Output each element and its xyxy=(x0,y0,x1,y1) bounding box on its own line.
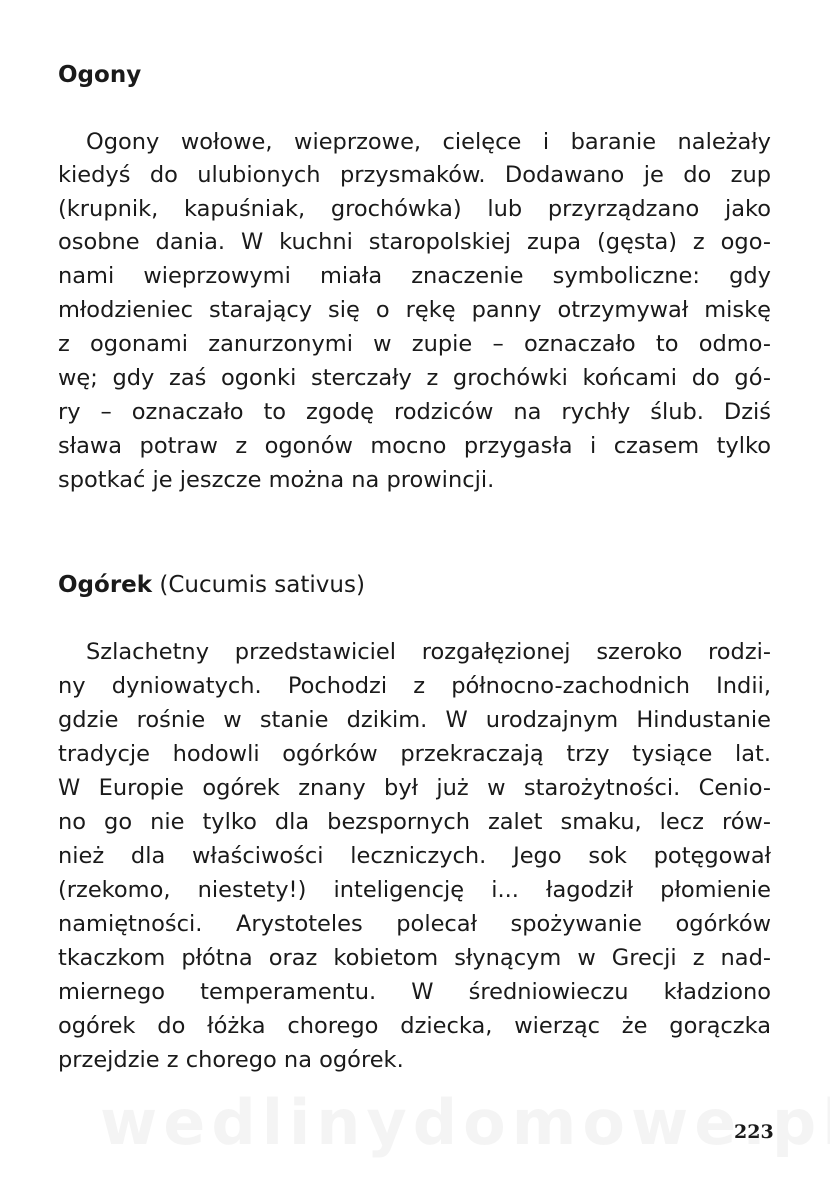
paragraph-line: (rzekomo, niestety!) inteligencję i... łagodził płomienie xyxy=(58,877,771,903)
section-heading-ogorek xyxy=(58,574,365,597)
paragraph-line: Ogony wołowe, wieprzowe, cielęce i baranie należały xyxy=(86,129,771,155)
paragraph-line: tradycje hodowli ogórków przekraczają trzy tysiące lat. xyxy=(58,741,771,767)
paragraph-line: nież dla właściwości leczniczych. Jego sok potęgował xyxy=(58,843,771,869)
paragraph-line: przejdzie z chorego na ogórek. xyxy=(58,1047,404,1073)
paragraph-line: ry – oznaczało to zgodę rodziców na rychły ślub. Dziś xyxy=(58,399,771,425)
section-heading-ogony xyxy=(58,64,141,87)
paragraph-line: miernego temperamentu. W średniowieczu kładziono xyxy=(58,979,771,1005)
paragraph-line: z ogonami zanurzonymi w zupie – oznaczało to odmo- xyxy=(58,331,771,357)
section-title: Ogony xyxy=(58,62,142,88)
paragraph-line: osobne dania. W kuchni staropolskiej zupa (gęsta) z ogo- xyxy=(58,229,771,255)
page-number: 223 xyxy=(734,1121,774,1143)
paragraph-line: kiedyś do ulubionych przysmaków. Dodawano je do zup xyxy=(58,162,771,188)
watermark xyxy=(100,1086,740,1159)
paragraph-line: gdzie rośnie w stanie dzikim. W urodzajnym Hindustanie xyxy=(58,707,771,733)
paragraph-line: (krupnik, kapuśniak, grochówka) lub przyrządzano jako xyxy=(58,196,771,222)
paragraph-line: wę; gdy zaś ogonki sterczały z grochówki końcami do gó- xyxy=(58,365,771,391)
paragraph-line: namiętności. Arystoteles polecał spożywanie ogórków xyxy=(58,911,771,937)
paragraph-line: Szlachetny przedstawiciel rozgałęzionej szeroko rodzi- xyxy=(86,639,771,665)
paragraph-line: młodzieniec starający się o rękę panny otrzymywał miskę xyxy=(58,297,771,323)
paragraph-line: ogórek do łóżka chorego dziecka, wierząc że gorączka xyxy=(58,1013,771,1039)
paragraph-line: nami wieprzowymi miała znaczenie symboliczne: gdy xyxy=(58,263,771,289)
section-latin-name: (Cucumis sativus) xyxy=(159,572,365,598)
paragraph-line: W Europie ogórek znany był już w starożytności. Cenio- xyxy=(58,775,771,801)
section-title: Ogórek xyxy=(58,572,153,598)
paragraph-line: no go nie tylko dla bezspornych zalet smaku, lecz rów- xyxy=(58,809,771,835)
paragraph-line: spotkać je jeszcze można na prowincji. xyxy=(58,467,495,493)
paragraph-line: ny dyniowatych. Pochodzi z północno-zachodnich Indii, xyxy=(58,673,771,699)
paragraph-line: tkaczkom płótna oraz kobietom słynącym w Grecji z nad- xyxy=(58,945,771,971)
paragraph-line: sława potraw z ogonów mocno przygasła i czasem tylko xyxy=(58,433,771,459)
